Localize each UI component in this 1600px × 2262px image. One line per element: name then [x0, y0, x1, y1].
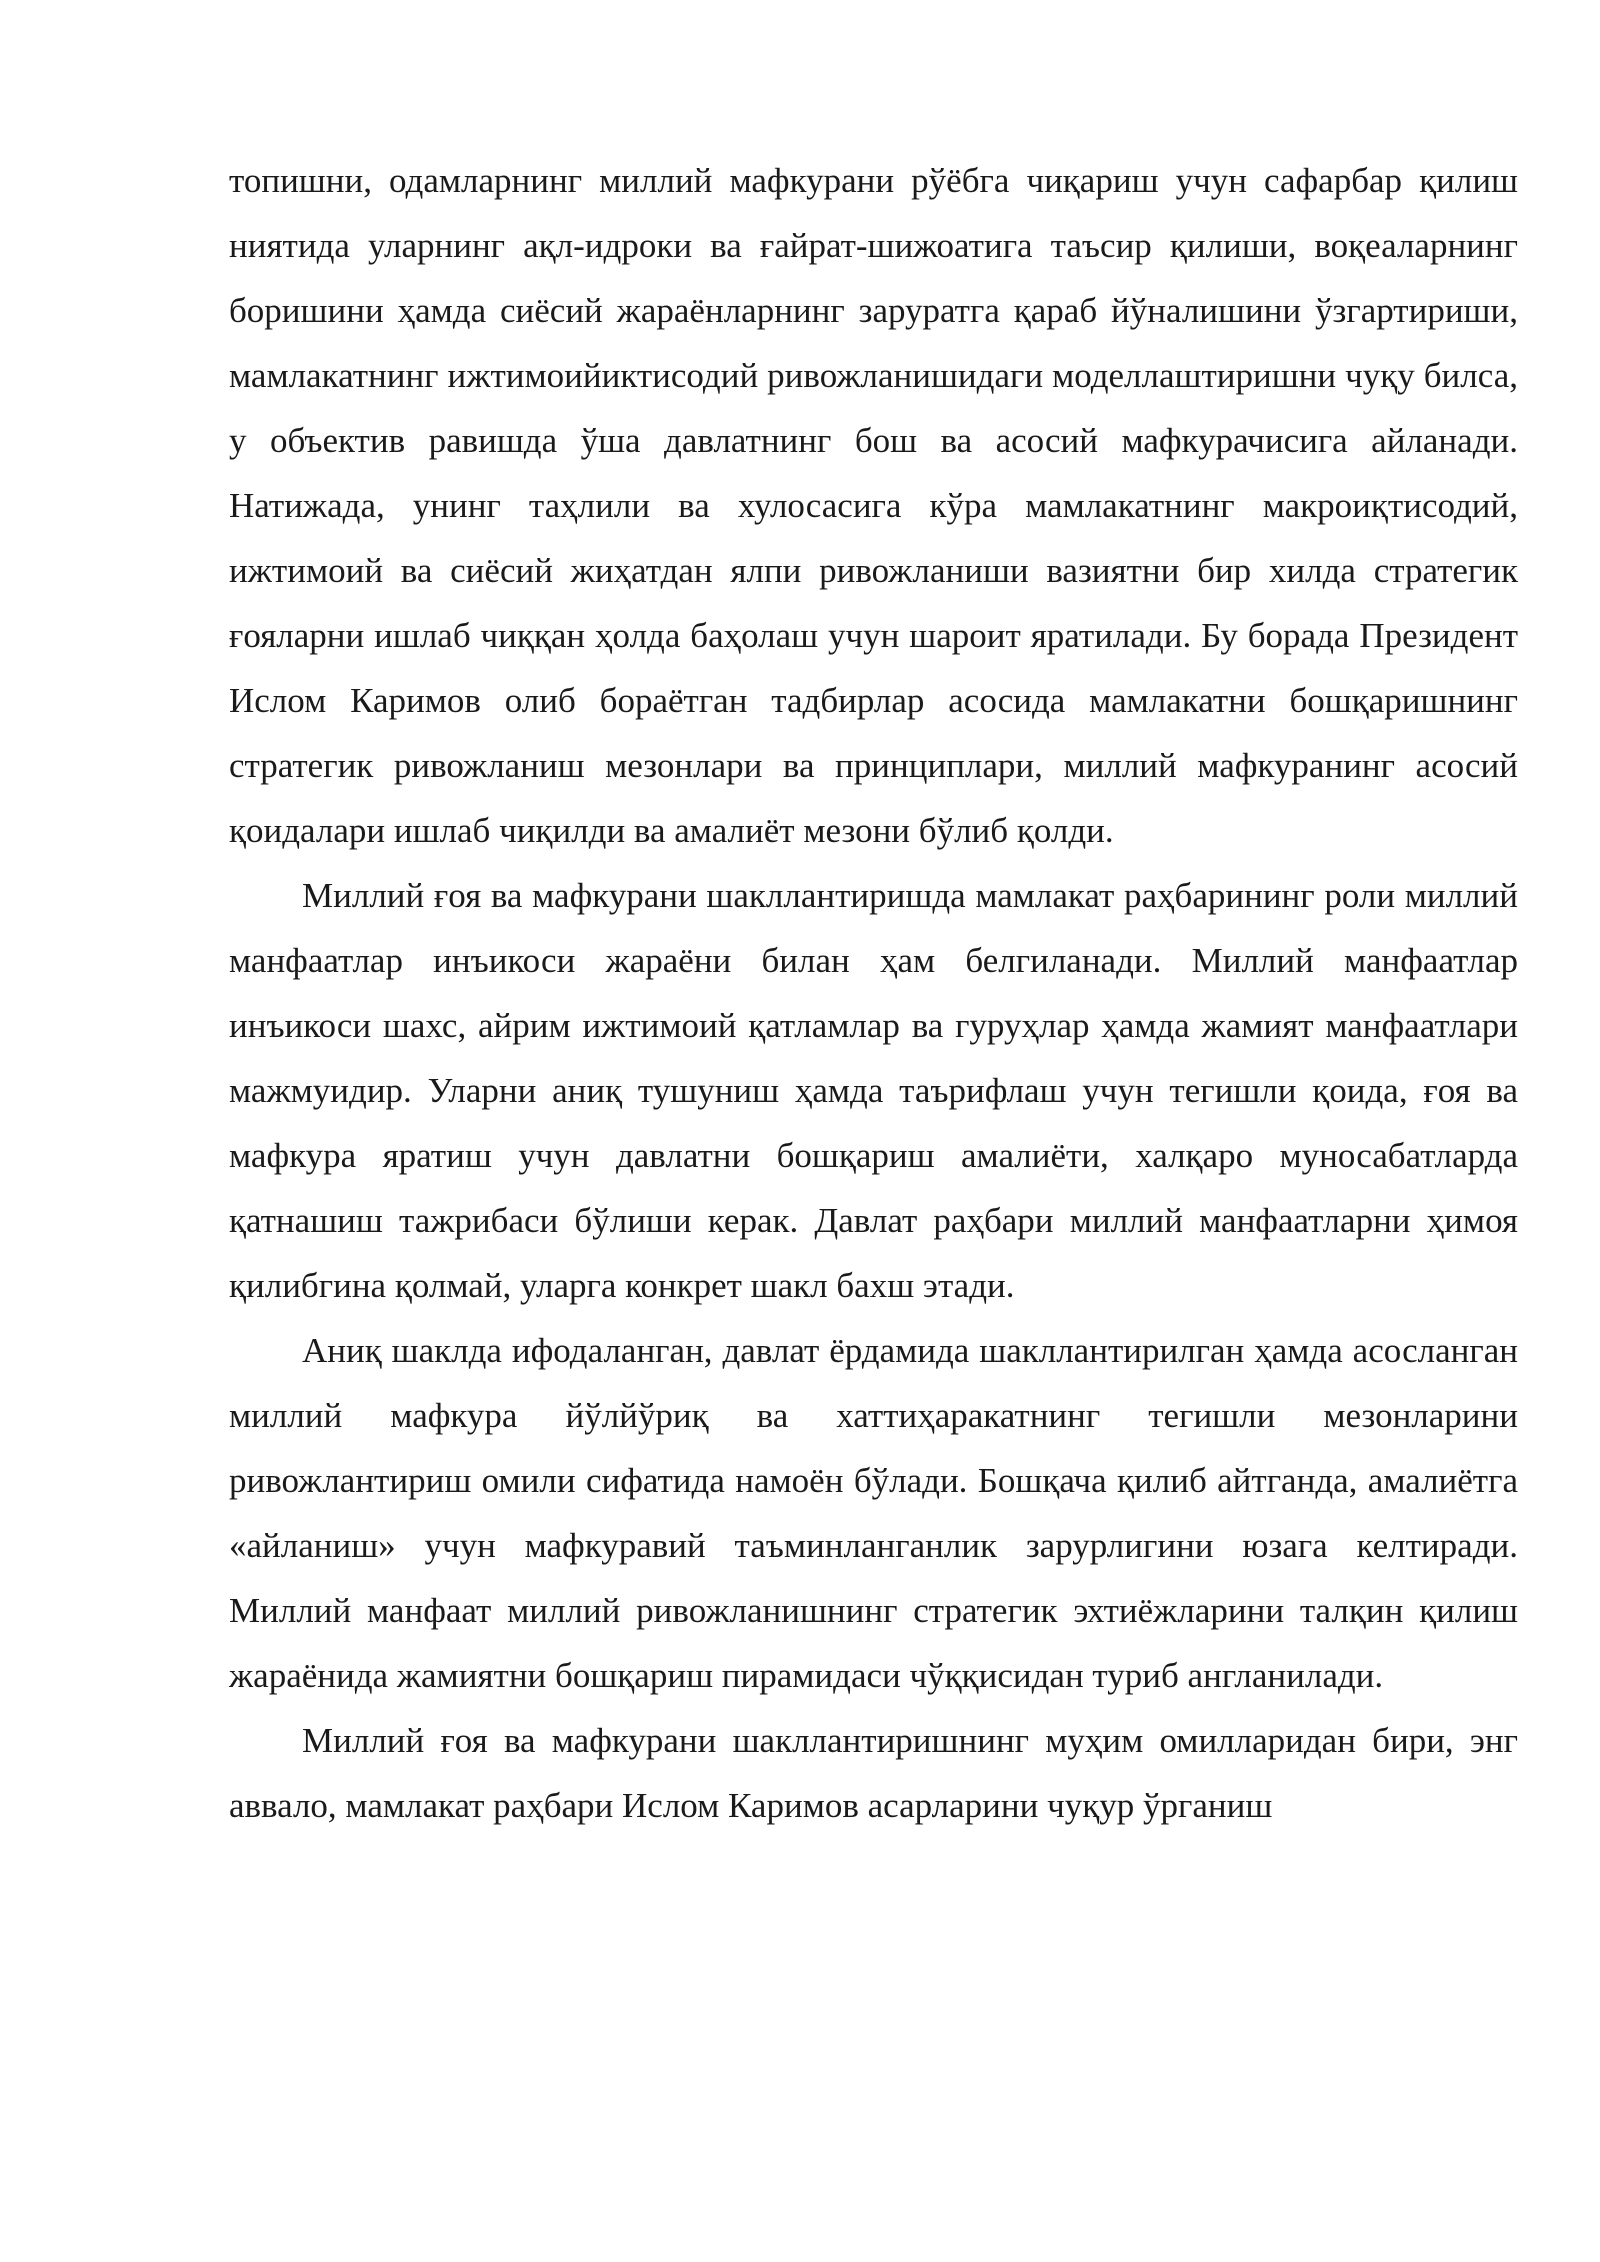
paragraph-national-ideology: Аниқ шаклда ифодаланган, давлат ёрдамида шакллантирилган ҳамда асосланган миллий мафкура йўлйўриқ ва хаттиҳаракатнинг тегишли мезонларини ривожлантириш омили сифатида намоён бўлади. Бошқача қилиб айтганда, амалиётга «айланиш» учун мафкуравий таъминланганлик зарурлигини юзага келтиради. Миллий манфаат миллий ривожланишнинг стратегик эхтиёжларини талқин қилиш жараёнида жамиятни бошқариш пирамидаси чўққисидан туриб англанилади.	[229, 1331, 1518, 1695]
document-body	[229, 148, 1518, 1838]
paragraph-important-factors: Миллий ғоя ва мафкурани шакллантиришнинг муҳим омилларидан бири, энг аввало, мамлакат раҳбари Ислом Каримов асарларини чуқур ўрганиш	[229, 1721, 1518, 1825]
paragraph-leader-role: Миллий ғоя ва мафкурани шакллантиришда мамлакат раҳбарининг роли миллий манфаатлар инъикоси жараёни билан ҳам белгиланади. Миллий манфаатлар инъикоси шахс, айрим ижтимоий қатламлар ва гуруҳлар ҳамда жамият манфаатлари мажмуидир. Уларни аниқ тушуниш ҳамда таърифлаш учун тегишли қоида, ғоя ва мафкура яратиш учун давлатни бошқариш амалиёти, халқаро муносабатларда қатнашиш тажрибаси бўлиши керак. Давлат раҳбари миллий манфаатларни ҳимоя қилибгина қолмай, уларга конкрет шакл бахш этади.	[229, 876, 1518, 1305]
paragraph-continuation: топишни, одамларнинг миллий мафкурани рўёбга чиқариш учун сафарбар қилиш ниятида уларнинг ақл-идроки ва ғайрат-шижоатига таъсир қилиши, воқеаларнинг боришини ҳамда сиёсий жараёнларнинг заруратга қараб йўналишини ўзгартириши, мамлакатнинг ижтимоийиктисодий ривожланишидаги моделлаштиришни чуқу билса, у объектив равишда ўша давлатнинг бош ва асосий мафкурачисига айланади. Натижада, унинг таҳлили ва хулосасига кўра мамлакатнинг макроиқтисодий, ижтимоий ва сиёсий жиҳатдан ялпи ривожланиши вазиятни бир хилда стратегик ғояларни ишлаб чиққан ҳолда баҳолаш учун шароит яратилади. Бу борада Президент Ислом Каримов олиб бораётган тадбирлар асосида мамлакатни бошқаришнинг стратегик ривожланиш мезонлари ва принциплари, миллий мафкуранинг асосий қоидалари ишлаб чиқилди ва амалиёт мезони бўлиб қолди.	[229, 161, 1518, 850]
